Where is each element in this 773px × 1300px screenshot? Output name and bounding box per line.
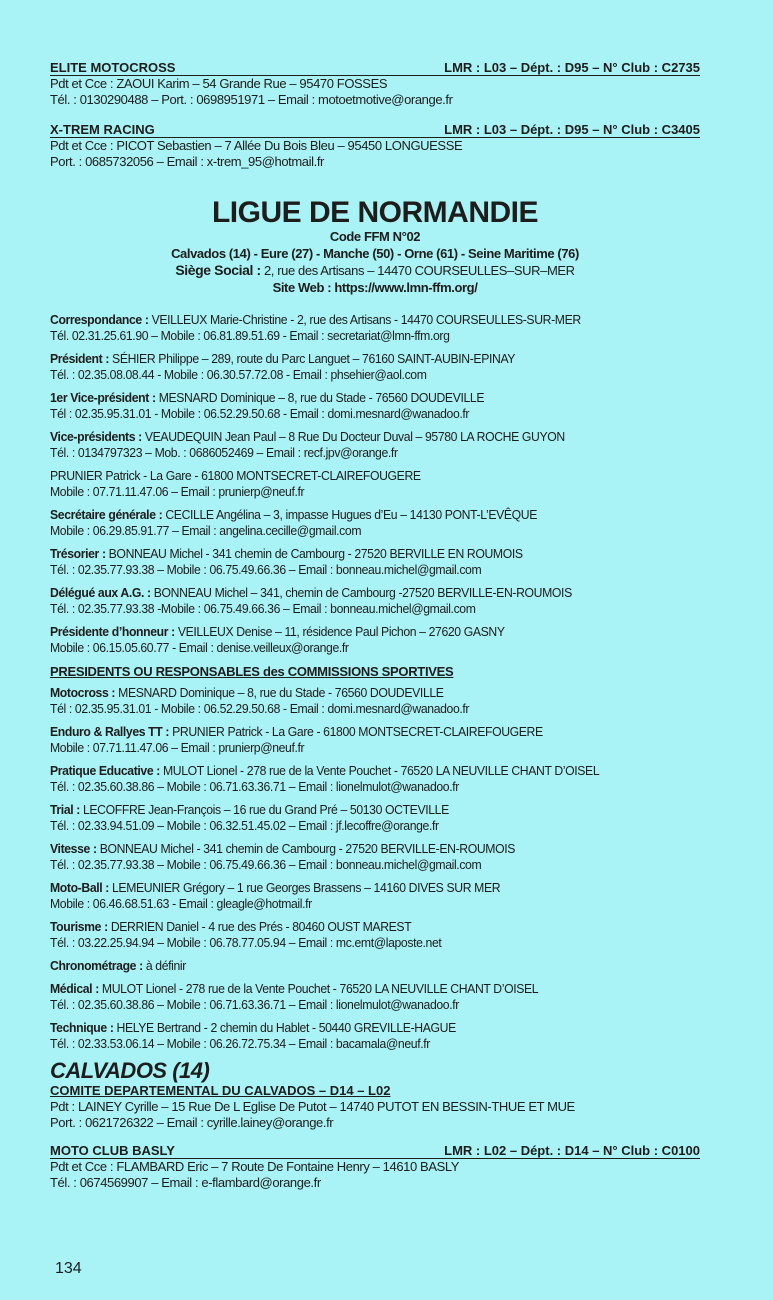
commission-role: Motocross :	[50, 685, 119, 700]
contact-entry	[50, 312, 700, 344]
commission-list	[50, 685, 700, 1052]
commission-entry	[50, 724, 700, 756]
commission-sub: Tél. : 02.33.94.51.09 – Mobile : 06.32.51.45.02 – Email : jf.lecoffre@orange.fr	[50, 818, 439, 833]
club-code: LMR : L03 – Dépt. : D95 – N° Club : C3405	[444, 122, 700, 137]
commission-text: LECOFFRE Jean-François – 16 rue du Grand Pré – 50130 OCTEVILLE	[82, 802, 449, 817]
club-line: Pdt et Cce : PICOT Sebastien – 7 Allée Du Bois Bleu – 95450 LONGUESSE	[50, 138, 463, 153]
commissions-heading: PRESIDENTS OU RESPONSABLES des COMMISSIONS SPORTIVES	[50, 664, 454, 679]
commission-sub: Tél : 02.35.95.31.01 - Mobile : 06.52.29.50.68 - Email : domi.mesnard@wanadoo.fr	[50, 701, 470, 716]
club-code: LMR : L02 – Dépt. : D14 – N° Club : C0100	[444, 1143, 700, 1158]
contact-role: Président :	[50, 351, 113, 366]
contact-role: Présidente d’honneur :	[50, 624, 178, 639]
contact-entry	[50, 507, 700, 539]
commission-text: MULOT Lionel - 278 rue de la Vente Pouchet - 76520 LA NEUVILLE CHANT D’OISEL	[101, 981, 539, 996]
commission-entry	[50, 958, 700, 974]
commission-role: Moto-Ball :	[50, 880, 113, 895]
commission-entry	[50, 1020, 700, 1052]
club-line: Tél. : 0130290488 – Port. : 0698951971 – Email : motoetmotive@orange.fr	[50, 92, 453, 107]
commission-text: PRUNIER Patrick - La Gare - 61800 MONTSECRET-CLAIREFOUGERE	[172, 724, 543, 739]
commission-sub: Mobile : 07.71.11.47.06 – Email : prunierp@neuf.fr	[50, 740, 305, 755]
contact-text: CECILLE Angélina – 3, impasse Hugues d’Eu – 14130 PONT-L’EVÊQUE	[165, 507, 538, 522]
contact-sub: Tél. : 02.35.77.93.38 – Mobile : 06.75.49.66.36 – Email : bonneau.michel@gmail.com	[50, 562, 482, 577]
club-entry	[50, 122, 700, 170]
commission-text: à définir	[145, 958, 186, 973]
directory-page	[50, 60, 700, 1205]
contact-sub: Mobile : 06.15.05.60.77 - Email : denise.veilleux@orange.fr	[50, 640, 349, 655]
commission-text: LEMEUNIER Grégory – 1 rue Georges Brassens – 14160 DIVES SUR MER	[112, 880, 501, 895]
club-entry	[50, 1143, 700, 1191]
contact-role: Délégué aux A.G. :	[50, 585, 154, 600]
contact-text: BONNEAU Michel – 341, chemin de Cambourg -27520 BERVILLE-EN-ROUMOIS	[153, 585, 572, 600]
commission-role: Chronométrage :	[50, 958, 146, 973]
league-header	[50, 198, 700, 296]
contact-sub: Mobile : 07.71.11.47.06 – Email : prunierp@neuf.fr	[50, 484, 305, 499]
league-departments: Calvados (14) - Eure (27) - Manche (50) - Orne (61) - Seine Maritime (76)	[171, 246, 579, 261]
commission-entry	[50, 841, 700, 873]
commission-sub: Tél. : 02.35.60.38.86 – Mobile : 06.71.63.36.71 – Email : lionelmulot@wanadoo.fr	[50, 779, 459, 794]
contact-sub: Tél : 02.35.95.31.01 - Mobile : 06.52.29.50.68 - Email : domi.mesnard@wanadoo.fr	[50, 406, 470, 421]
league-title: LIGUE DE NORMANDIE	[211, 196, 538, 229]
commission-text: DERRIEN Daniel - 4 rue des Prés - 80460 OUST MAREST	[110, 919, 412, 934]
contact-role: Vice-présidents :	[50, 429, 145, 444]
league-code: Code FFM N°02	[329, 229, 421, 244]
club-line: Pdt et Cce : ZAOUI Karim – 54 Grande Rue – 95470 FOSSES	[50, 76, 388, 91]
contact-sub: Tél. : 02.35.77.93.38 -Mobile : 06.75.49.66.36 – Email : bonneau.michel@gmail.com	[50, 601, 476, 616]
contact-entry	[50, 351, 700, 383]
contact-sub: Tél. : 02.35.08.08.44 - Mobile : 06.30.57.72.08 - Email : phsehier@aol.com	[50, 367, 427, 382]
commission-entry	[50, 880, 700, 912]
league-siege	[50, 262, 700, 279]
contact-entry	[50, 624, 700, 656]
commission-entry	[50, 763, 700, 795]
contact-role: Secrétaire générale :	[50, 507, 166, 522]
contact-text: VEAUDEQUIN Jean Paul – 8 Rue Du Docteur Duval – 95780 LA ROCHE GUYON	[144, 429, 565, 444]
commission-role: Médical :	[50, 981, 102, 996]
commission-sub: Mobile : 06.46.68.51.63 - Email : gleagle@hotmail.fr	[50, 896, 312, 911]
club-code: LMR : L03 – Dépt. : D95 – N° Club : C2735	[444, 60, 700, 75]
contact-entry	[50, 546, 700, 578]
club-name: MOTO CLUB BASLY	[50, 1143, 175, 1158]
commission-role: Vitesse :	[50, 841, 100, 856]
contact-entry	[50, 429, 700, 461]
page-number: 134	[55, 1260, 82, 1277]
commission-entry	[50, 685, 700, 717]
commission-role: Pratique Educative :	[50, 763, 163, 778]
commission-sub: Tél. : 02.33.53.06.14 – Mobile : 06.26.72.75.34 – Email : bacamala@neuf.fr	[50, 1036, 430, 1051]
contact-text: SÉHIER Philippe – 289, route du Parc Languet – 76160 SAINT-AUBIN-EPINAY	[112, 351, 516, 366]
commission-text: BONNEAU Michel - 341 chemin de Cambourg - 27520 BERVILLE-EN-ROUMOIS	[99, 841, 516, 856]
contact-text: VEILLEUX Marie-Christine - 2, rue des Artisans - 14470 COURSEULLES-SUR-MER	[151, 312, 581, 327]
commission-role: Tourisme :	[50, 919, 111, 934]
commission-role: Technique :	[50, 1020, 117, 1035]
commission-text: MULOT Lionel - 278 rue de la Vente Pouchet - 76520 LA NEUVILLE CHANT D’OISEL	[162, 763, 600, 778]
contact-role: Trésorier :	[50, 546, 109, 561]
contact-text: PRUNIER Patrick - La Gare - 61800 MONTSECRET-CLAIREFOUGERE	[50, 468, 421, 483]
club-header	[50, 1143, 700, 1159]
contact-entry	[50, 468, 700, 500]
commission-text: HELYE Bertrand - 2 chemin du Hablet - 50440 GREVILLE-HAGUE	[116, 1020, 456, 1035]
contact-role: 1er Vice-président :	[50, 390, 159, 405]
commission-sub: Tél. : 02.35.77.93.38 – Mobile : 06.75.49.66.36 – Email : bonneau.michel@gmail.com	[50, 857, 482, 872]
club-header	[50, 60, 700, 76]
commission-entry	[50, 981, 700, 1013]
contact-entry	[50, 585, 700, 617]
commission-entry	[50, 919, 700, 951]
comite-heading: COMITE DEPARTEMENTAL DU CALVADOS – D14 – L02	[50, 1083, 391, 1098]
club-line: Port. : 0685732056 – Email : x-trem_95@hotmail.fr	[50, 154, 324, 169]
club-name: X-TREM RACING	[50, 122, 155, 137]
contact-list	[50, 312, 700, 656]
club-line: Tél. : 0674569907 – Email : e-flambard@orange.fr	[50, 1175, 321, 1190]
siege-label: Siège Social :	[175, 262, 261, 278]
commission-sub: Tél. : 02.35.60.38.86 – Mobile : 06.71.63.36.71 – Email : lionelmulot@wanadoo.fr	[50, 997, 459, 1012]
contact-role: Correspondance :	[50, 312, 152, 327]
club-header	[50, 122, 700, 138]
commission-sub: Tél. : 03.22.25.94.94 – Mobile : 06.78.77.05.94 – Email : mc.emt@laposte.net	[50, 935, 442, 950]
commission-role: Trial :	[50, 802, 83, 817]
contact-sub: Tél. 02.31.25.61.90 – Mobile : 06.81.89.51.69 - Email : secretariat@lmn-ffm.org	[50, 328, 450, 343]
commission-text: MESNARD Dominique – 8, rue du Stade - 76560 DOUDEVILLE	[118, 685, 444, 700]
siege-address: 2, rue des Artisans – 14470 COURSEULLES–SUR–MER	[260, 263, 575, 278]
club-line: Pdt et Cce : FLAMBARD Eric – 7 Route De Fontaine Henry – 14610 BASLY	[50, 1159, 459, 1174]
commission-entry	[50, 802, 700, 834]
contact-sub: Mobile : 06.29.85.91.77 – Email : angelina.cecille@gmail.com	[50, 523, 362, 538]
contact-sub: Tél. : 0134797323 – Mob. : 0686052469 – Email : recf.jpv@orange.fr	[50, 445, 398, 460]
contact-text: BONNEAU Michel - 341 chemin de Cambourg - 27520 BERVILLE EN ROUMOIS	[108, 546, 523, 561]
department-title: CALVADOS (14)	[50, 1058, 210, 1083]
comite-line: Pdt : LAINEY Cyrille – 15 Rue De L Eglise De Putot – 14740 PUTOT EN BESSIN-THUE ET MUE	[50, 1099, 575, 1114]
league-website: Site Web : https://www.lmn-ffm.org/	[272, 280, 478, 295]
comite-line: Port. : 0621726322 – Email : cyrille.lainey@orange.fr	[50, 1115, 334, 1130]
contact-text: VEILLEUX Denise – 11, résidence Paul Pichon – 27620 GASNY	[177, 624, 505, 639]
club-entry	[50, 60, 700, 108]
contact-text: MESNARD Dominique – 8, rue du Stade - 76560 DOUDEVILLE	[158, 390, 485, 405]
club-name: ELITE MOTOCROSS	[50, 60, 176, 75]
contact-entry	[50, 390, 700, 422]
commission-role: Enduro & Rallyes TT :	[50, 724, 173, 739]
